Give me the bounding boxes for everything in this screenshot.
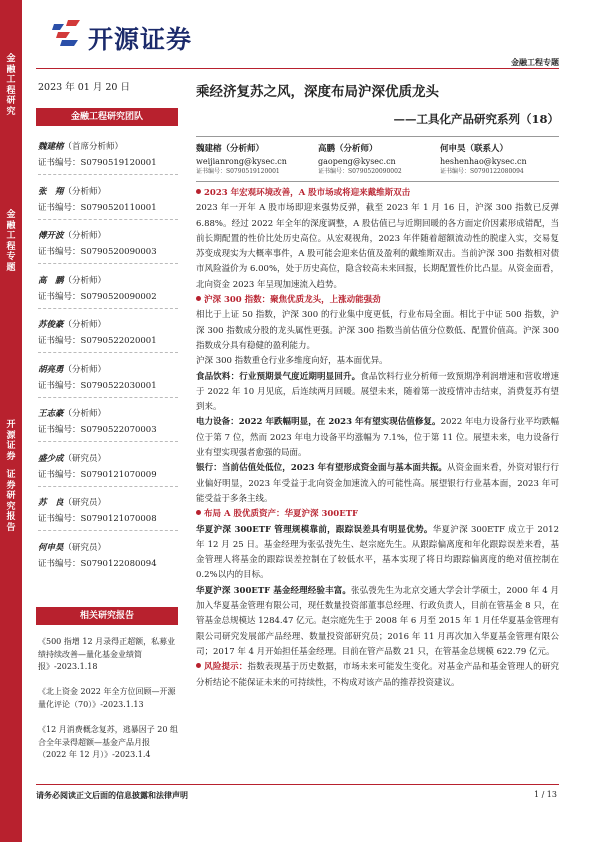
bullet-icon [196,510,201,515]
member-role: （首席分析师） [63,142,124,152]
related-report-link[interactable] [38,686,178,711]
footer-disclaimer: 请务必阅读正文后面的信息披露和法律声明 [36,790,188,800]
risk-text: 指数表现基于历史数据，市场未来可能发生变化。对基金产品和基金管理人的研究分析结论不能保证未来的可持续性，不构成对该产品的推荐投资建议。 [196,662,559,688]
author-cert: 证书编号：S0790519120001 [196,168,280,175]
author-cert: 证书编号：S0790520090002 [318,168,402,175]
team-member [38,363,178,390]
member-name: 张 翔 [38,186,64,197]
team-member [38,229,178,256]
paragraph: 食品饮料行业分析师一致预期净利润增速和营收增速于 2022 年 10 月见底，后连续两月回暖。展望未来，随着第一波疫情冲击结束，消费复苏有望到来。 [196,371,559,413]
author-email[interactable]: heshenhao@kysec.cn [440,156,527,166]
author-block [196,144,287,178]
team-member [38,407,178,434]
team-member [38,541,178,568]
member-divider [38,397,178,398]
member-cert: 证书编号：S0790520090002 [38,291,157,302]
member-divider [38,308,178,309]
brand-name: 开源证券 [88,25,193,54]
paragraph-lead: 电力设备：2022 年跌幅明显，在 2023 年有望实现估值修复。 [196,417,441,428]
member-name: 何申昊 [38,542,64,553]
member-divider [38,263,178,264]
report-category: 金融工程专题 [511,58,559,67]
paragraph-lead: 华夏沪深 300ETF 基金经理经验丰富。 [196,585,351,596]
member-cert: 证书编号：S0790121070008 [38,514,157,524]
related-report-date: -2023.1.4 [112,750,151,759]
team-member [38,496,178,523]
team-member [38,185,178,212]
team-heading: 金融工程研究团队 [36,108,178,126]
page-number: 1 / 13 [533,790,557,799]
author-block [318,144,402,178]
member-divider [38,352,178,353]
related-report-title: 《12 月消费概念复苏，逃暴因子 20 组合全年录得超额—基金产品月报（2022 年 12 月）》 [38,725,178,759]
report-subtitle: ——工具化产品研究系列（18） [393,112,559,126]
member-name: 盛少成 [38,453,64,464]
member-cert: 证书编号：S0790520110001 [38,202,157,213]
risk-heading: 风险提示： [204,662,248,673]
related-report-date: -2023.1.13 [100,699,144,709]
member-name: 胡亮勇 [38,364,64,375]
author-name: 魏建榕（分析师） [196,144,265,154]
related-report-link[interactable] [38,636,178,674]
footer-divider [36,784,559,785]
author-divider [196,181,559,182]
member-cert: 证书编号：S0790121070009 [38,469,157,480]
member-role: （研究员） [63,498,107,508]
header-divider [36,68,559,69]
member-divider [38,441,178,442]
team-member [38,318,178,345]
sidebar-bottom-label-2: 证券研究报告 [6,470,16,533]
sidebar-bottom-label-1: 开源证券 [6,420,16,462]
author-cert: 证书编号：S0790122080094 [440,168,524,175]
paragraph: 相比于上证 50 指数，沪深 300 的行业集中度更低，行业布局全面。相比于中证 500 指数，沪深 300 指数成分股的龙头属性更强。沪深 300 指数当前估值分位数低、配置价值高。沪深 300 指数成分具有稳健的盈利能力。 [196,310,559,351]
member-role: （研究员） [63,542,107,553]
member-name: 魏建榕 [38,142,64,152]
related-report-title: 《北上资金 2022 年全方位回顾—开源量化评论（70）》 [38,687,176,709]
member-role: （分析师） [63,275,107,286]
related-heading: 相关研究报告 [36,607,178,625]
member-name: 傅开波 [38,231,64,241]
paragraph-lead: 华夏沪深 300ETF 管理规模靠前，跟踪误差具有明显优势。 [196,524,433,535]
author-name: 何申昊（联系人） [440,144,509,154]
sidebar-top-label: 金融工程研究 [6,54,16,117]
author-block [440,144,527,178]
bullet-icon [196,663,201,668]
member-role: （分析师） [63,231,107,241]
paragraph: 张弘弢先生为北京交通大学会计学硕士，2000 年 4 月加入华夏基金管理有限公司，现任数量投资部董事总经理、行政负责人，目前在管基金 8 只，在管基金总规模达 1284.47 亿元。赵宗庭先生于 2008 年 6 月至 2015 年 1 月任华夏基金管理有限公司研究发展部产品经理、数量投资部研究员；2016 年 11 月再次加入华夏基金管理有限公司；2017 年 4 月开始担任基金经理。目前在管产品数 21 只，在管基金总规模 622.79 亿元。 [196,585,559,657]
author-email[interactable]: gaopeng@kysec.cn [318,156,396,166]
section-heading: 布局 A 股优质资产：华夏沪深 300ETF [204,509,359,520]
member-name: 苏 良 [38,498,64,508]
member-role: （分析师） [63,364,107,375]
member-role: （分析师） [63,186,107,197]
member-divider [38,530,178,531]
author-name: 高鹏（分析师） [318,144,378,154]
related-report-date: -2023.1.18 [54,662,98,671]
paragraph: 2023 年一开年 A 股市场即迎来强势反弹，截至 2023 年 1 月 16 日，沪深 300 指数已反弹 6.88%。经过 2022 年全年的深度调整，A 股估值已与近期回暖的各方面定价因素形成错配，当前长期配置的性价比处历史高位。从宏观视角，2023 年伴随着超额流动性的脱虚入实，交易复苏变成现实为大概率事件，A 股可能会迎来估值及盈利的戴维斯双击。当前沪深 300 指数相对债市风险溢价为 6.00%，处于历史高位，隐含较高未来回报，长期配置性价比凸显。从资金面看，北向资金 2023 年呈现加速流入趋势。 [196,203,559,290]
section-heading: 2023 年宏观环境改善，A 股市场或将迎来戴维斯双击 [204,188,411,198]
member-divider [38,174,178,175]
sidebar [0,0,22,842]
member-cert: 证书编号：S0790122080094 [38,558,157,569]
member-name: 苏俊豪 [38,320,64,330]
sidebar-mid-label: 金融工程专题 [6,210,16,273]
section-heading: 沪深 300 指数：聚焦优质龙头，上涨动能强劲 [204,295,381,306]
bullet-icon [196,296,201,301]
member-cert: 证书编号：S0790522070003 [38,425,157,435]
member-cert: 证书编号：S0790522030001 [38,380,157,391]
report-body [196,186,559,691]
paragraph: 华夏沪深 300ETF 成立于 2012 年 12 月 25 日。基金经理为张弘弢先生、赵宗庭先生。从跟踪偏离度和年化跟踪误差来看，基金管理人将基金的跟踪误差控制在了较低水平，基本实现了将日均跟踪偏离度的绝对值控制在 0.2%以内的目标。 [196,524,559,581]
paragraph: 2022 年电力设备行业平均跌幅位于第 7 位，然而 2023 年电力设备平均涨幅为 7.1%，位于第 11 位。展望未来，电力设备行业有望实现强者愈强的局面。 [196,417,559,459]
member-divider [38,486,178,487]
report-date: 2023 年 01 月 20 日 [38,82,130,93]
paragraph-lead: 银行：当前估值处低位，2023 年有望形成资金面与基本面共振。 [196,463,447,474]
team-member [38,452,178,479]
member-role: （研究员） [63,453,107,464]
member-cert: 证书编号：S0790520090003 [38,247,157,257]
related-report-title: 《500 指增 12 月录得正超额，私募业绩持续改善—量化基金业绩简报》 [38,637,176,671]
bullet-icon [196,189,201,194]
member-name: 高 鹏 [38,275,64,286]
title-divider [196,136,559,137]
member-role: （分析师） [63,409,107,419]
related-report-link[interactable] [38,724,178,762]
member-name: 王志豪 [38,409,64,419]
paragraph: 沪深 300 指数重仓行业多维度向好，基本面优异。 [196,356,388,367]
team-member [38,140,178,167]
team-member [38,274,178,301]
member-divider [38,219,178,220]
author-email[interactable]: weijianrong@kysec.cn [196,156,287,166]
member-role: （分析师） [63,320,107,330]
logo-mark-icon [52,18,82,48]
member-cert: 证书编号：S0790519120001 [38,158,157,168]
member-cert: 证书编号：S0790522020001 [38,336,157,346]
report-title: 乘经济复苏之风，深度布局沪深优质龙头 [196,84,439,100]
paragraph-lead: 食品饮料：行业预期景气度近期明显回升。 [196,371,361,382]
paragraph: 从资金面来看，外资对银行行业偏好明显，2023 年受益于北向资金加速流入的可能性高。展望银行行业基本面，2023 年可能受益于多条主线。 [196,463,559,504]
